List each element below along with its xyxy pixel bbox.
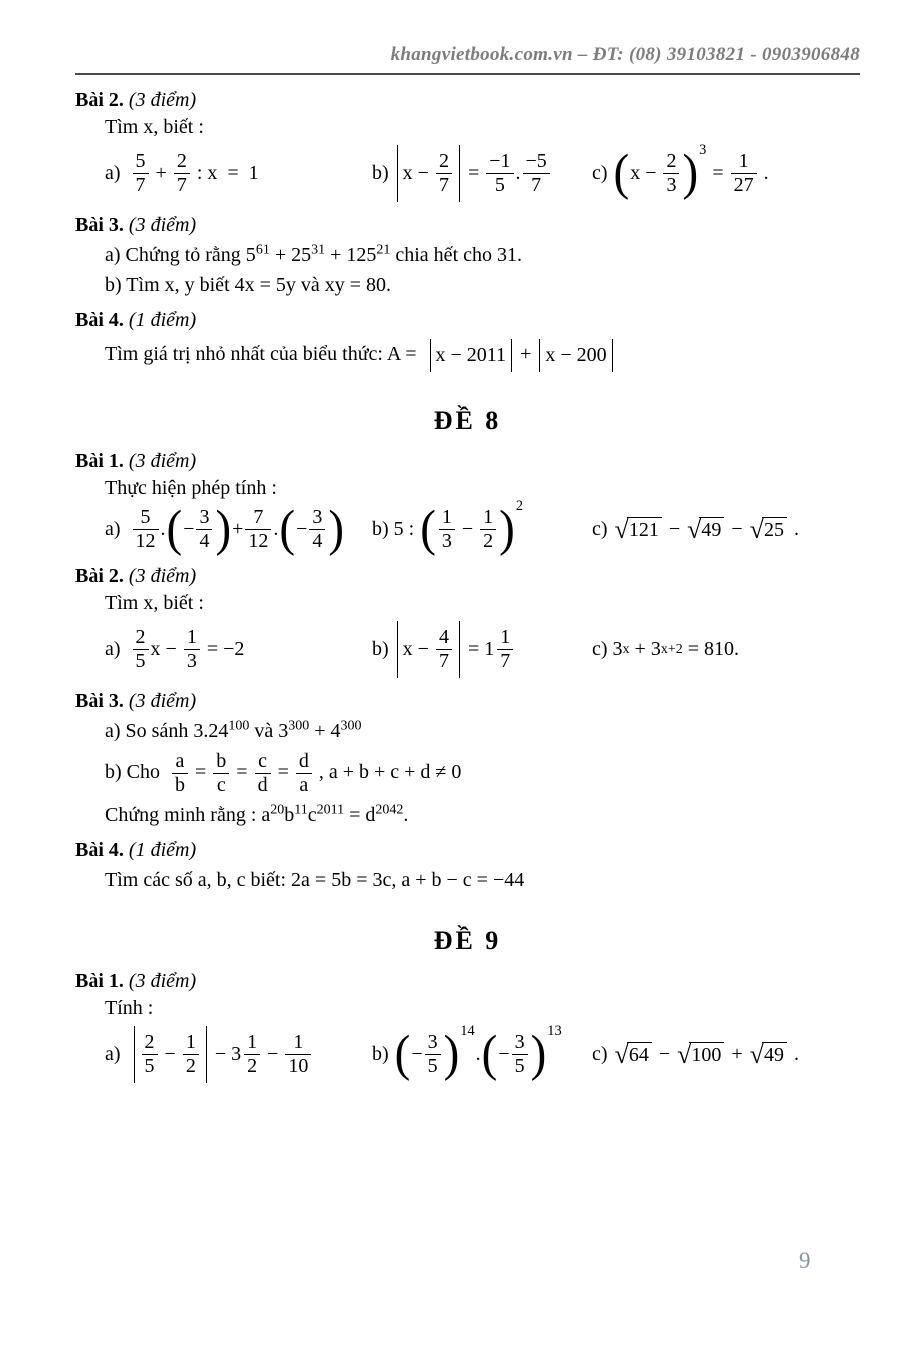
numerator: 1 bbox=[247, 1031, 258, 1053]
fraction bbox=[512, 1031, 528, 1078]
whole-part: 3 bbox=[231, 1043, 242, 1065]
radicand: 100 bbox=[689, 1042, 724, 1067]
denominator: 2 bbox=[244, 1054, 260, 1078]
math-text: + 4 bbox=[309, 720, 341, 742]
paren-content bbox=[629, 150, 682, 197]
exercise-heading bbox=[75, 565, 860, 588]
exponent: 300 bbox=[288, 718, 310, 734]
math-text: x − bbox=[402, 162, 434, 184]
paren-group bbox=[166, 501, 232, 558]
exponent: 100 bbox=[228, 718, 250, 734]
exercise-heading bbox=[75, 970, 860, 993]
page-number: 9 bbox=[799, 1248, 811, 1273]
square-root bbox=[614, 514, 662, 544]
fraction bbox=[244, 1031, 260, 1078]
left-paren-icon: ( bbox=[166, 501, 183, 558]
math-text: = −2 bbox=[201, 638, 245, 660]
section-title: ĐỀ 8 bbox=[433, 406, 502, 435]
exercise-points: (3 điểm) bbox=[123, 214, 197, 236]
right-paren-icon: ) bbox=[443, 1026, 460, 1083]
left-paren-icon: ( bbox=[279, 501, 296, 558]
exercise-heading bbox=[75, 690, 860, 713]
math-text: + 125 bbox=[325, 244, 377, 266]
math-text: + bbox=[726, 1043, 748, 1065]
exponent: 2042 bbox=[375, 802, 404, 818]
denominator: d bbox=[255, 773, 271, 797]
math-text: c) bbox=[592, 518, 613, 540]
equation-line bbox=[75, 244, 860, 267]
numerator: 5 bbox=[140, 506, 151, 528]
math-text: − bbox=[159, 1043, 181, 1065]
radicand: 49 bbox=[762, 1042, 787, 1067]
math-text: . bbox=[788, 518, 799, 540]
exercise-heading bbox=[75, 309, 860, 332]
math-text: + bbox=[150, 162, 172, 184]
math-text: . bbox=[273, 518, 279, 540]
numerator: 1 bbox=[483, 506, 494, 528]
exercise-number: Bài 1. bbox=[75, 970, 124, 992]
math-text: b) bbox=[372, 638, 394, 660]
math-text: x − 2011 bbox=[435, 344, 507, 366]
denominator: c bbox=[213, 773, 229, 797]
equation-row bbox=[75, 142, 860, 202]
numerator: 1 bbox=[738, 150, 749, 172]
exercise-points: (1 điểm) bbox=[123, 839, 197, 861]
exercise-points: (3 điểm) bbox=[123, 565, 197, 587]
math-text: x − bbox=[630, 162, 662, 184]
math-text: Tìm giá trị nhỏ nhất của biểu thức: A = bbox=[105, 343, 427, 366]
paren-content bbox=[410, 1031, 443, 1078]
header-divider bbox=[75, 73, 860, 75]
equation-line bbox=[75, 804, 860, 827]
exponent: 20 bbox=[270, 802, 285, 818]
denominator: 4 bbox=[196, 529, 212, 553]
header-text: khangvietbook.com.vn – ĐT: (08) 39103821 - 0903906848 bbox=[390, 44, 860, 65]
numerator: 1 bbox=[293, 1031, 304, 1053]
right-paren-icon: ) bbox=[215, 501, 232, 558]
denominator: 27 bbox=[731, 173, 757, 197]
equation bbox=[372, 1023, 592, 1083]
right-paren-icon: ) bbox=[682, 145, 699, 202]
denominator: 3 bbox=[663, 173, 679, 197]
math-text: . bbox=[515, 162, 521, 184]
page-header bbox=[75, 44, 860, 73]
math-text: a) bbox=[105, 1043, 131, 1065]
math-text: x − 200 bbox=[545, 344, 607, 366]
square-root bbox=[614, 1039, 652, 1069]
square-root bbox=[687, 514, 724, 544]
math-text: − bbox=[209, 1043, 232, 1065]
numerator: 1 bbox=[186, 626, 197, 648]
denominator: 2 bbox=[183, 1054, 199, 1078]
exercise-points: (3 điểm) bbox=[123, 89, 197, 111]
equation: c) 3 x + 3 x+2 = 810. bbox=[592, 638, 740, 660]
denominator: 7 bbox=[436, 649, 452, 673]
math-text: + 25 bbox=[269, 244, 312, 266]
math-text: = 810. bbox=[682, 638, 740, 660]
equation-line bbox=[75, 750, 860, 797]
math-text: = bbox=[231, 761, 253, 784]
equation bbox=[372, 498, 592, 558]
right-paren-icon: ) bbox=[499, 501, 515, 558]
numerator: 3 bbox=[312, 506, 323, 528]
equation bbox=[105, 1026, 372, 1083]
exponent: 2 bbox=[515, 498, 524, 515]
math-text: a) bbox=[105, 518, 131, 540]
math-text: chia hết cho 31. bbox=[390, 244, 522, 266]
math-text: Tìm các số a, b, c biết: 2a = 5b = 3c, a + b − c = −44 bbox=[105, 869, 525, 891]
math-text: = bbox=[462, 638, 485, 660]
math-text: x − bbox=[150, 638, 182, 660]
equation bbox=[592, 514, 860, 544]
paren-content bbox=[436, 506, 499, 553]
math-text: x − bbox=[402, 638, 434, 660]
math-text: . bbox=[475, 1043, 481, 1065]
exponent: 14 bbox=[460, 1023, 475, 1040]
square-root bbox=[749, 1039, 787, 1069]
math-text: − bbox=[183, 518, 195, 540]
denominator: 4 bbox=[309, 529, 325, 553]
math-text: . bbox=[758, 162, 769, 184]
fraction bbox=[480, 506, 496, 553]
numerator: 5 bbox=[135, 150, 146, 172]
absolute-value bbox=[397, 145, 460, 202]
exercise-heading bbox=[75, 450, 860, 473]
fraction bbox=[486, 150, 513, 197]
denominator: 5 bbox=[142, 1054, 158, 1078]
radicand: 64 bbox=[627, 1042, 652, 1067]
numerator: 2 bbox=[135, 626, 146, 648]
math-text: a) So sánh 3.24 bbox=[105, 720, 229, 742]
fraction bbox=[174, 150, 190, 197]
math-text: = d bbox=[344, 804, 376, 826]
math-text: = bbox=[462, 162, 485, 184]
equation bbox=[592, 142, 860, 202]
equation-line bbox=[75, 274, 860, 297]
paren-content bbox=[497, 1031, 530, 1078]
fraction bbox=[497, 626, 513, 673]
math-text: b bbox=[284, 804, 295, 826]
fraction bbox=[523, 150, 550, 197]
paren-group bbox=[279, 501, 345, 558]
math-text: − bbox=[262, 1043, 284, 1065]
denominator: 12 bbox=[133, 529, 159, 553]
math-text: − bbox=[498, 1043, 510, 1065]
numerator: −5 bbox=[525, 150, 547, 172]
left-paren-icon: ( bbox=[420, 501, 436, 558]
exercise-number: Bài 4. bbox=[75, 309, 124, 331]
square-root bbox=[677, 1039, 724, 1069]
paren-group bbox=[613, 142, 707, 202]
fraction bbox=[196, 506, 212, 553]
math-text: . bbox=[788, 1043, 799, 1065]
exponent: 61 bbox=[255, 242, 270, 258]
instruction-line: Tìm x, biết : bbox=[105, 592, 204, 614]
denominator: 5 bbox=[425, 1054, 441, 1078]
math-text: b) Cho bbox=[105, 761, 170, 784]
fraction bbox=[183, 1031, 199, 1078]
math-text: a) bbox=[105, 162, 131, 184]
radical-icon: √ bbox=[749, 514, 764, 544]
numerator: 2 bbox=[176, 150, 187, 172]
math-text: . bbox=[403, 804, 409, 826]
left-paren-icon: ( bbox=[613, 145, 630, 202]
math-text: b) bbox=[372, 162, 394, 184]
denominator: 7 bbox=[523, 173, 550, 197]
equation-row bbox=[75, 621, 860, 678]
left-paren-icon: ( bbox=[481, 1026, 498, 1083]
math-text: + bbox=[515, 343, 537, 366]
math-text: + bbox=[232, 518, 244, 540]
math-text: c) bbox=[592, 1043, 613, 1065]
math-text: c) 3 bbox=[592, 638, 623, 660]
numerator: 2 bbox=[144, 1031, 155, 1053]
equation bbox=[105, 626, 372, 673]
fraction bbox=[142, 1031, 158, 1078]
instruction-line: Thực hiện phép tính : bbox=[105, 477, 277, 499]
denominator: 5 bbox=[486, 173, 513, 197]
equation bbox=[592, 1039, 860, 1069]
radical-icon: √ bbox=[614, 514, 629, 544]
equation bbox=[372, 145, 592, 202]
absolute-value bbox=[134, 1026, 207, 1083]
fraction bbox=[184, 626, 200, 673]
exercise-points: (3 điểm) bbox=[123, 970, 197, 992]
fraction bbox=[255, 750, 271, 797]
numerator: 2 bbox=[666, 150, 677, 172]
exponent: 11 bbox=[294, 802, 308, 818]
numerator: 1 bbox=[185, 1031, 196, 1053]
document-body bbox=[75, 89, 860, 1083]
paren-group bbox=[420, 498, 524, 558]
radicand: 121 bbox=[627, 517, 662, 542]
math-text: b) bbox=[372, 1043, 394, 1065]
denominator: 5 bbox=[133, 649, 149, 673]
radicand: 25 bbox=[762, 517, 787, 542]
numerator: 3 bbox=[514, 1031, 525, 1053]
math-text: = bbox=[190, 761, 212, 784]
exercise-number: Bài 2. bbox=[75, 89, 124, 111]
numerator: 1 bbox=[441, 506, 452, 528]
whole-part: 1 bbox=[484, 638, 495, 660]
equation-line bbox=[75, 720, 860, 743]
denominator: 7 bbox=[133, 173, 149, 197]
instruction-line: Tìm x, biết : bbox=[105, 116, 204, 138]
fraction bbox=[439, 506, 455, 553]
math-text: c bbox=[307, 804, 317, 826]
math-text: − bbox=[296, 518, 308, 540]
exponent: 3 bbox=[699, 142, 707, 159]
paren-content bbox=[295, 506, 328, 553]
equation-line bbox=[75, 339, 860, 372]
math-text: b) 5 : bbox=[372, 518, 420, 540]
instruction-line: Tính : bbox=[105, 997, 154, 1019]
math-text: . bbox=[160, 518, 166, 540]
equation bbox=[372, 621, 592, 678]
math-text: , a + b + c + d ≠ 0 bbox=[313, 761, 462, 784]
fraction bbox=[213, 750, 229, 797]
numerator: c bbox=[258, 750, 267, 772]
math-text: và 3 bbox=[249, 720, 289, 742]
denominator: 5 bbox=[512, 1054, 528, 1078]
fraction bbox=[296, 750, 312, 797]
fraction bbox=[309, 506, 325, 553]
math-text: = bbox=[272, 761, 294, 784]
exercise-heading bbox=[75, 89, 860, 112]
fraction bbox=[436, 626, 452, 673]
math-text: Chứng minh rằng : a bbox=[105, 804, 271, 826]
mixed-number bbox=[484, 626, 515, 673]
equation-row bbox=[75, 498, 860, 558]
exponent: 13 bbox=[547, 1023, 562, 1040]
exercise-number: Bài 1. bbox=[75, 450, 124, 472]
math-text: − bbox=[456, 518, 479, 540]
equation-row bbox=[75, 1023, 860, 1083]
equation bbox=[105, 501, 372, 558]
fraction bbox=[133, 150, 149, 197]
denominator: 3 bbox=[439, 529, 455, 553]
radical-icon: √ bbox=[687, 514, 702, 544]
numerator: 3 bbox=[199, 506, 210, 528]
exercise-number: Bài 3. bbox=[75, 214, 124, 236]
math-text: − bbox=[653, 1043, 676, 1065]
left-paren-icon: ( bbox=[394, 1026, 411, 1083]
right-paren-icon: ) bbox=[530, 1026, 547, 1083]
equation-line bbox=[75, 869, 860, 892]
numerator: 2 bbox=[438, 150, 449, 172]
numerator: d bbox=[298, 750, 309, 772]
numerator: 4 bbox=[438, 626, 449, 648]
math-text: − bbox=[663, 518, 686, 540]
denominator: 3 bbox=[184, 649, 200, 673]
square-root bbox=[749, 514, 787, 544]
mixed-number bbox=[231, 1031, 262, 1078]
fraction bbox=[172, 750, 188, 797]
fraction bbox=[425, 1031, 441, 1078]
denominator: 7 bbox=[436, 173, 452, 197]
absolute-value bbox=[539, 339, 612, 372]
exercise-points: (3 điểm) bbox=[123, 450, 197, 472]
absolute-value bbox=[430, 339, 513, 372]
fraction bbox=[133, 626, 149, 673]
fraction bbox=[245, 506, 271, 553]
exponent: 2011 bbox=[316, 802, 345, 818]
exercise-points: (3 điểm) bbox=[123, 690, 197, 712]
exponent: 31 bbox=[311, 242, 326, 258]
radicand: 49 bbox=[699, 517, 724, 542]
exponent: 300 bbox=[340, 718, 362, 734]
exercise-heading bbox=[75, 214, 860, 237]
denominator: 10 bbox=[285, 1054, 311, 1078]
equation bbox=[105, 150, 372, 197]
math-text: a) Chứng tỏ rằng 5 bbox=[105, 244, 256, 266]
paren-group bbox=[394, 1023, 475, 1083]
math-text: − bbox=[411, 1043, 423, 1065]
math-text: : x = 1 bbox=[191, 162, 259, 184]
denominator: 7 bbox=[497, 649, 513, 673]
numerator: a bbox=[175, 750, 185, 772]
radical-icon: √ bbox=[749, 1039, 764, 1069]
numerator: 3 bbox=[427, 1031, 438, 1053]
numerator: 1 bbox=[500, 626, 511, 648]
section-title: ĐỀ 9 bbox=[433, 926, 502, 955]
radical-icon: √ bbox=[614, 1039, 629, 1069]
math-text: b) Tìm x, y biết 4x = 5y và xy = 80. bbox=[105, 274, 392, 296]
denominator: a bbox=[296, 773, 312, 797]
denominator: 12 bbox=[245, 529, 271, 553]
exercise-heading bbox=[75, 839, 860, 862]
exercise-number: Bài 3. bbox=[75, 690, 124, 712]
right-paren-icon: ) bbox=[328, 501, 345, 558]
exercise-points: (1 điểm) bbox=[123, 309, 197, 331]
math-text: − bbox=[726, 518, 748, 540]
fraction bbox=[133, 506, 159, 553]
exercise-number: Bài 2. bbox=[75, 565, 124, 587]
radical-icon: √ bbox=[677, 1039, 692, 1069]
fraction bbox=[285, 1031, 311, 1078]
math-text: = bbox=[707, 162, 729, 184]
math-text: + 3 bbox=[629, 638, 661, 660]
exponent: 21 bbox=[376, 242, 391, 258]
exercise-number: Bài 4. bbox=[75, 839, 124, 861]
denominator: 2 bbox=[480, 529, 496, 553]
denominator: b bbox=[172, 773, 188, 797]
denominator: 7 bbox=[174, 173, 190, 197]
fraction bbox=[731, 150, 757, 197]
math-text: a) bbox=[105, 638, 131, 660]
numerator: −1 bbox=[489, 150, 511, 172]
paren-group bbox=[481, 1023, 562, 1083]
numerator: 7 bbox=[253, 506, 264, 528]
fraction bbox=[436, 150, 452, 197]
paren-content bbox=[182, 506, 215, 553]
absolute-value bbox=[397, 621, 460, 678]
numerator: b bbox=[216, 750, 227, 772]
fraction bbox=[663, 150, 679, 197]
math-text: c) bbox=[592, 162, 613, 184]
